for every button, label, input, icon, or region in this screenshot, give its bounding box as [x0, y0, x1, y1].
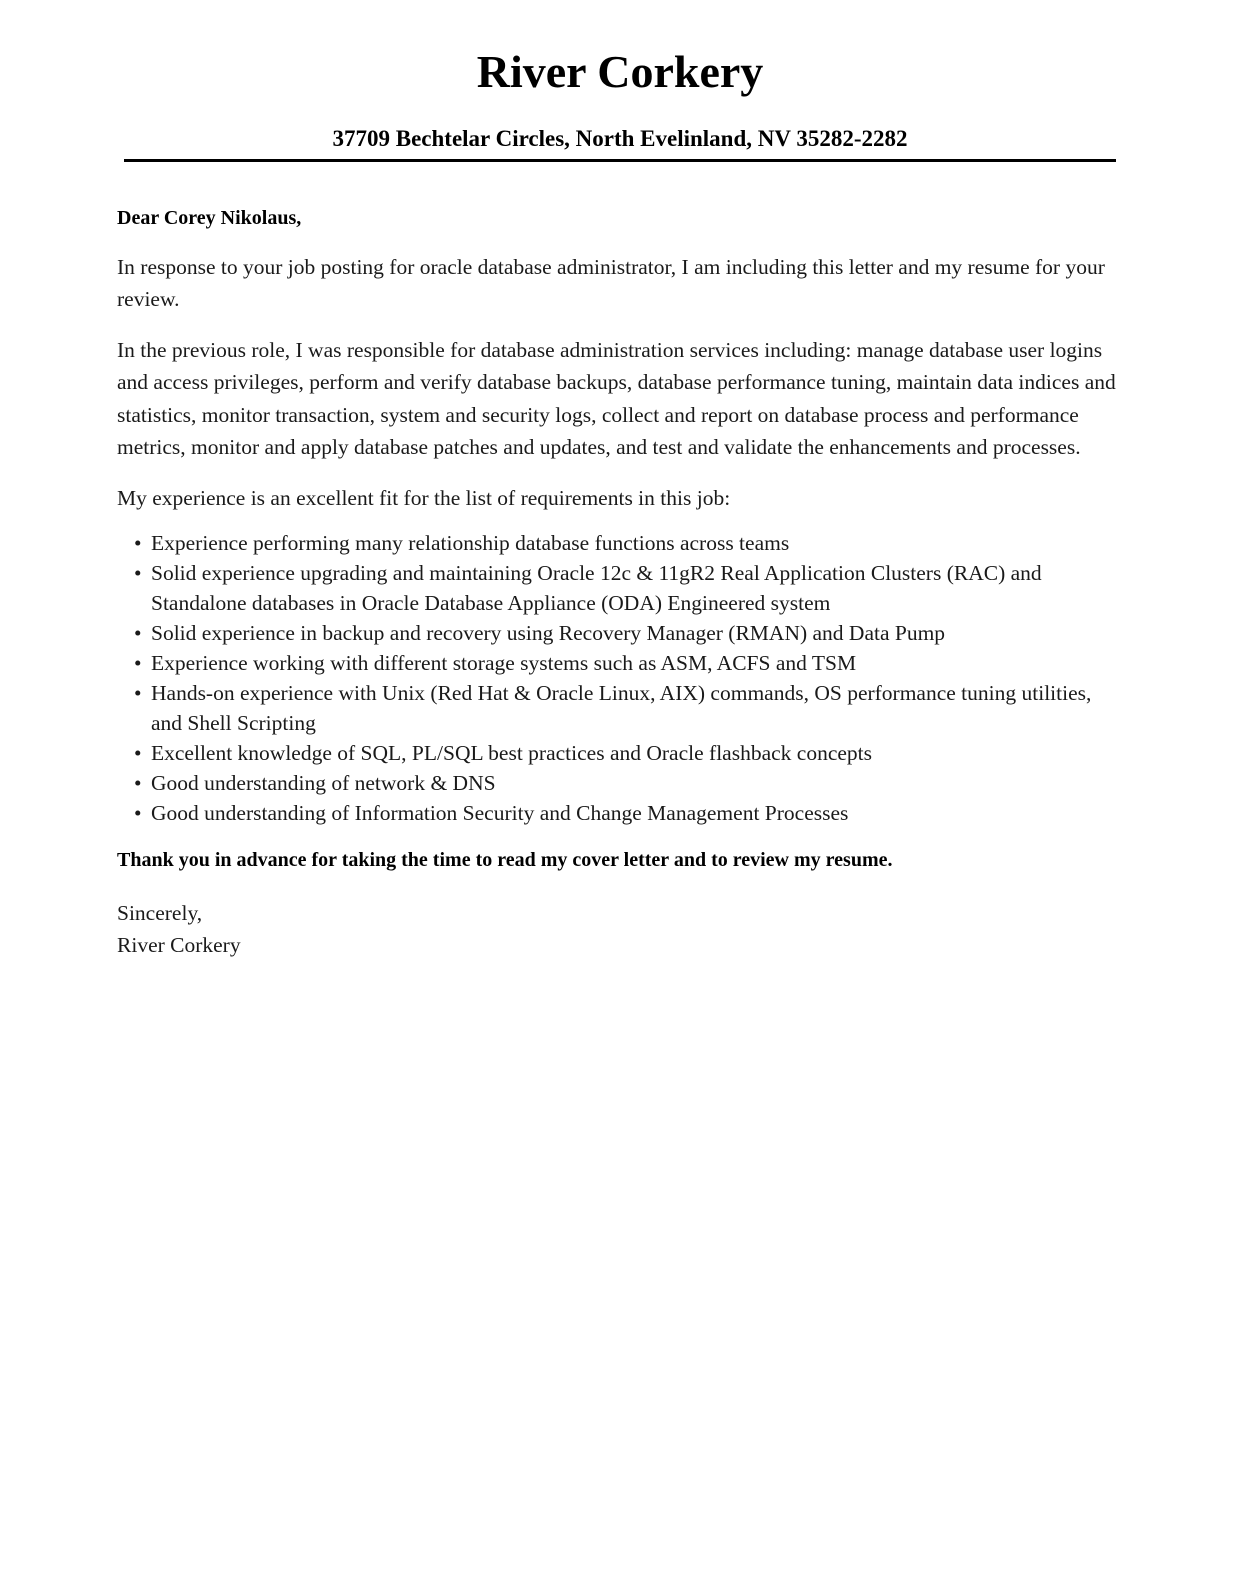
list-item [134, 738, 1117, 768]
list-item-text: Experience performing many relationship database functions across teams [151, 531, 790, 555]
salutation: Dear Corey Nikolaus, [117, 207, 302, 229]
letter-body [117, 202, 1117, 962]
requirements-list [117, 528, 1117, 828]
list-item [134, 528, 1117, 558]
bullet-icon: • [134, 651, 142, 675]
intro-paragraph: In response to your job posting for oracle database administrator, I am including this letter and my resume for your review. [117, 254, 1105, 311]
applicant-address: 37709 Bechtelar Circles, North Evelinland, NV 35282-2282 [332, 126, 908, 151]
signoff: Sincerely, [117, 900, 203, 925]
closing-statement: Thank you in advance for taking the time to read my cover letter and to review my resume. [117, 849, 893, 871]
applicant-name: River Corkery [476, 46, 764, 97]
list-item-text: Hands-on experience with Unix (Red Hat & Oracle Linux, AIX) commands, OS performance tuning utilities, and Shell Scripting [151, 681, 1092, 735]
list-item-text: Good understanding of network & DNS [151, 771, 496, 795]
list-item-text: Solid experience in backup and recovery using Recovery Manager (RMAN) and Data Pump [151, 621, 946, 645]
list-item [134, 678, 1117, 738]
list-item [134, 768, 1117, 798]
signature-name: River Corkery [117, 933, 241, 957]
list-item [134, 798, 1117, 828]
bullet-icon: • [134, 801, 142, 825]
list-item [134, 558, 1117, 618]
list-item [134, 648, 1117, 678]
bullet-icon: • [134, 771, 142, 795]
list-item-text: Excellent knowledge of SQL, PL/SQL best practices and Oracle flashback concepts [151, 741, 873, 765]
requirements-intro: My experience is an excellent fit for the list of requirements in this job: [117, 485, 731, 510]
list-item-text: Good understanding of Information Security and Change Management Processes [151, 801, 849, 825]
bullet-icon: • [134, 531, 142, 555]
bullet-icon: • [134, 741, 142, 765]
list-item [134, 618, 1117, 648]
list-item-text: Experience working with different storage systems such as ASM, ACFS and TSM [151, 651, 857, 675]
header-divider [124, 159, 1116, 162]
bullet-icon: • [134, 681, 142, 705]
list-item-text: Solid experience upgrading and maintaining Oracle 12c & 11gR2 Real Application Clusters (RAC) and Standalone databases in Oracle Database Appliance (ODA) Engineered system [151, 561, 1042, 615]
experience-paragraph: In the previous role, I was responsible for database administration services including: manage database user logins and access privileges, perform and verify database backups, database performance tuning, maintain data indices and statistics, monitor transaction, system and security logs, collect and report on database process and performance metrics, monitor and apply database patches and updates, and test and validate the enhancements and processes. [117, 337, 1116, 459]
bullet-icon: • [134, 561, 142, 585]
bullet-icon: • [134, 621, 142, 645]
